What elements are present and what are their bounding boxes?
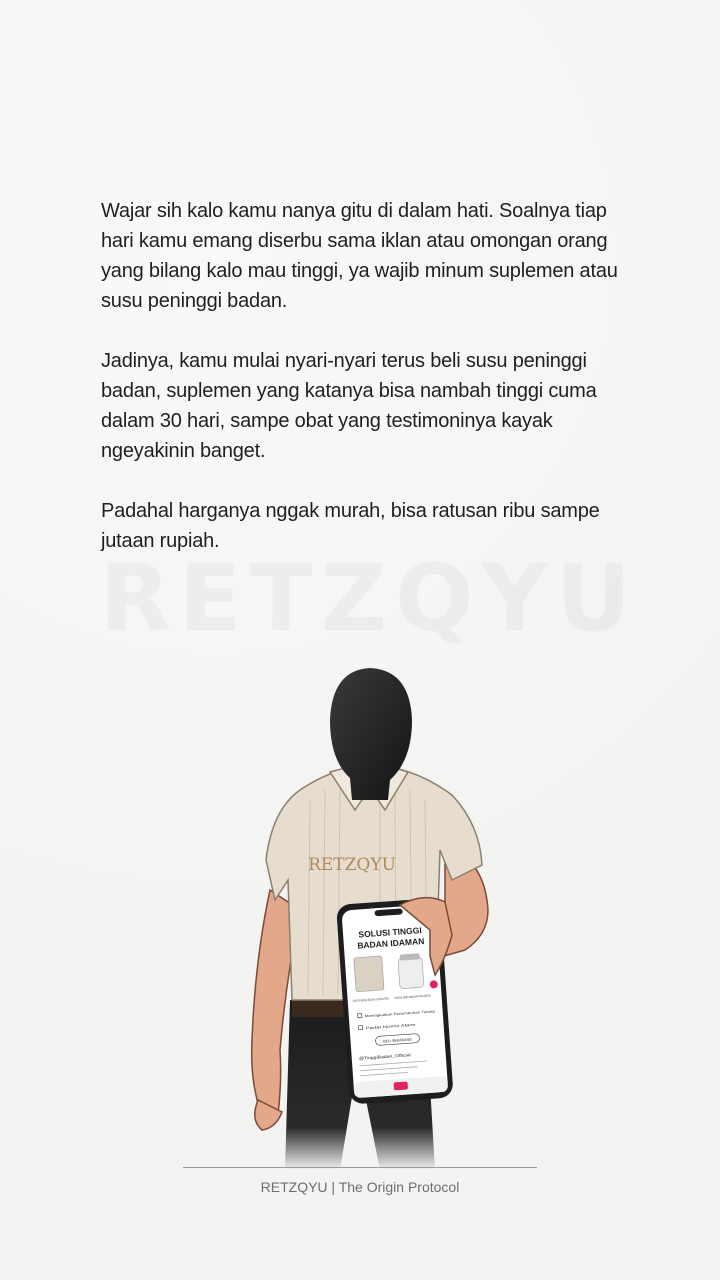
phone-product-2: KAPSUL PERTUMBUHAN PRO-GROW — [394, 992, 452, 1001]
paragraph-1: Wajar sih kalo kamu nanya gitu di dalam hati. Soalnya tiap hari kamu emang diserbu sama iklan atau omongan orang yang bilang kalo mau tinggi, ya wajib minum suplemen atau susu peninggi badan. — [101, 200, 618, 312]
paragraph-2: Jadinya, kamu mulai nyari-nyari terus beli susu peninggi badan, suplemen yang katanya bisa nambah tinggi cuma dalam 30 hari, sampe obat yang testimoninya kayak ngeyakinin banget. — [101, 350, 597, 462]
brand-watermark — [100, 545, 620, 652]
phone-benefit-1: Meningkatkan Pertumbuhan Tulang — [364, 1010, 419, 1019]
footer-divider — [183, 1167, 537, 1168]
illustration-masked-man-with-phone — [230, 660, 510, 1170]
product-milk-box — [354, 956, 384, 992]
shirt-logo: RETZQYU — [308, 855, 396, 875]
phone-account: @TinggiBadan_Official — [358, 1052, 400, 1061]
paragraph-3: Padahal harganya nggak murah, bisa ratusan ribu sampe jutaan rupiah. — [101, 500, 600, 552]
man-illustration — [230, 660, 510, 1170]
product-capsule-bottle — [398, 957, 424, 989]
footer-brand: RETZQYU | The Origin Protocol — [260, 1179, 460, 1195]
phone-headline-1: SOLUSI TINGGI — [358, 925, 422, 940]
phone-cta-label: BELI SEKARANG — [383, 1037, 413, 1044]
phone-benefit-2: Padat Nutrisi Alami — [365, 1024, 395, 1031]
story-text — [101, 196, 631, 586]
phone-headline-2: BADAN IDAMAN — [357, 935, 425, 951]
phone-product-1: SUSU PENINGGI BADAN ULTRA NUTRISI — [352, 994, 415, 1004]
